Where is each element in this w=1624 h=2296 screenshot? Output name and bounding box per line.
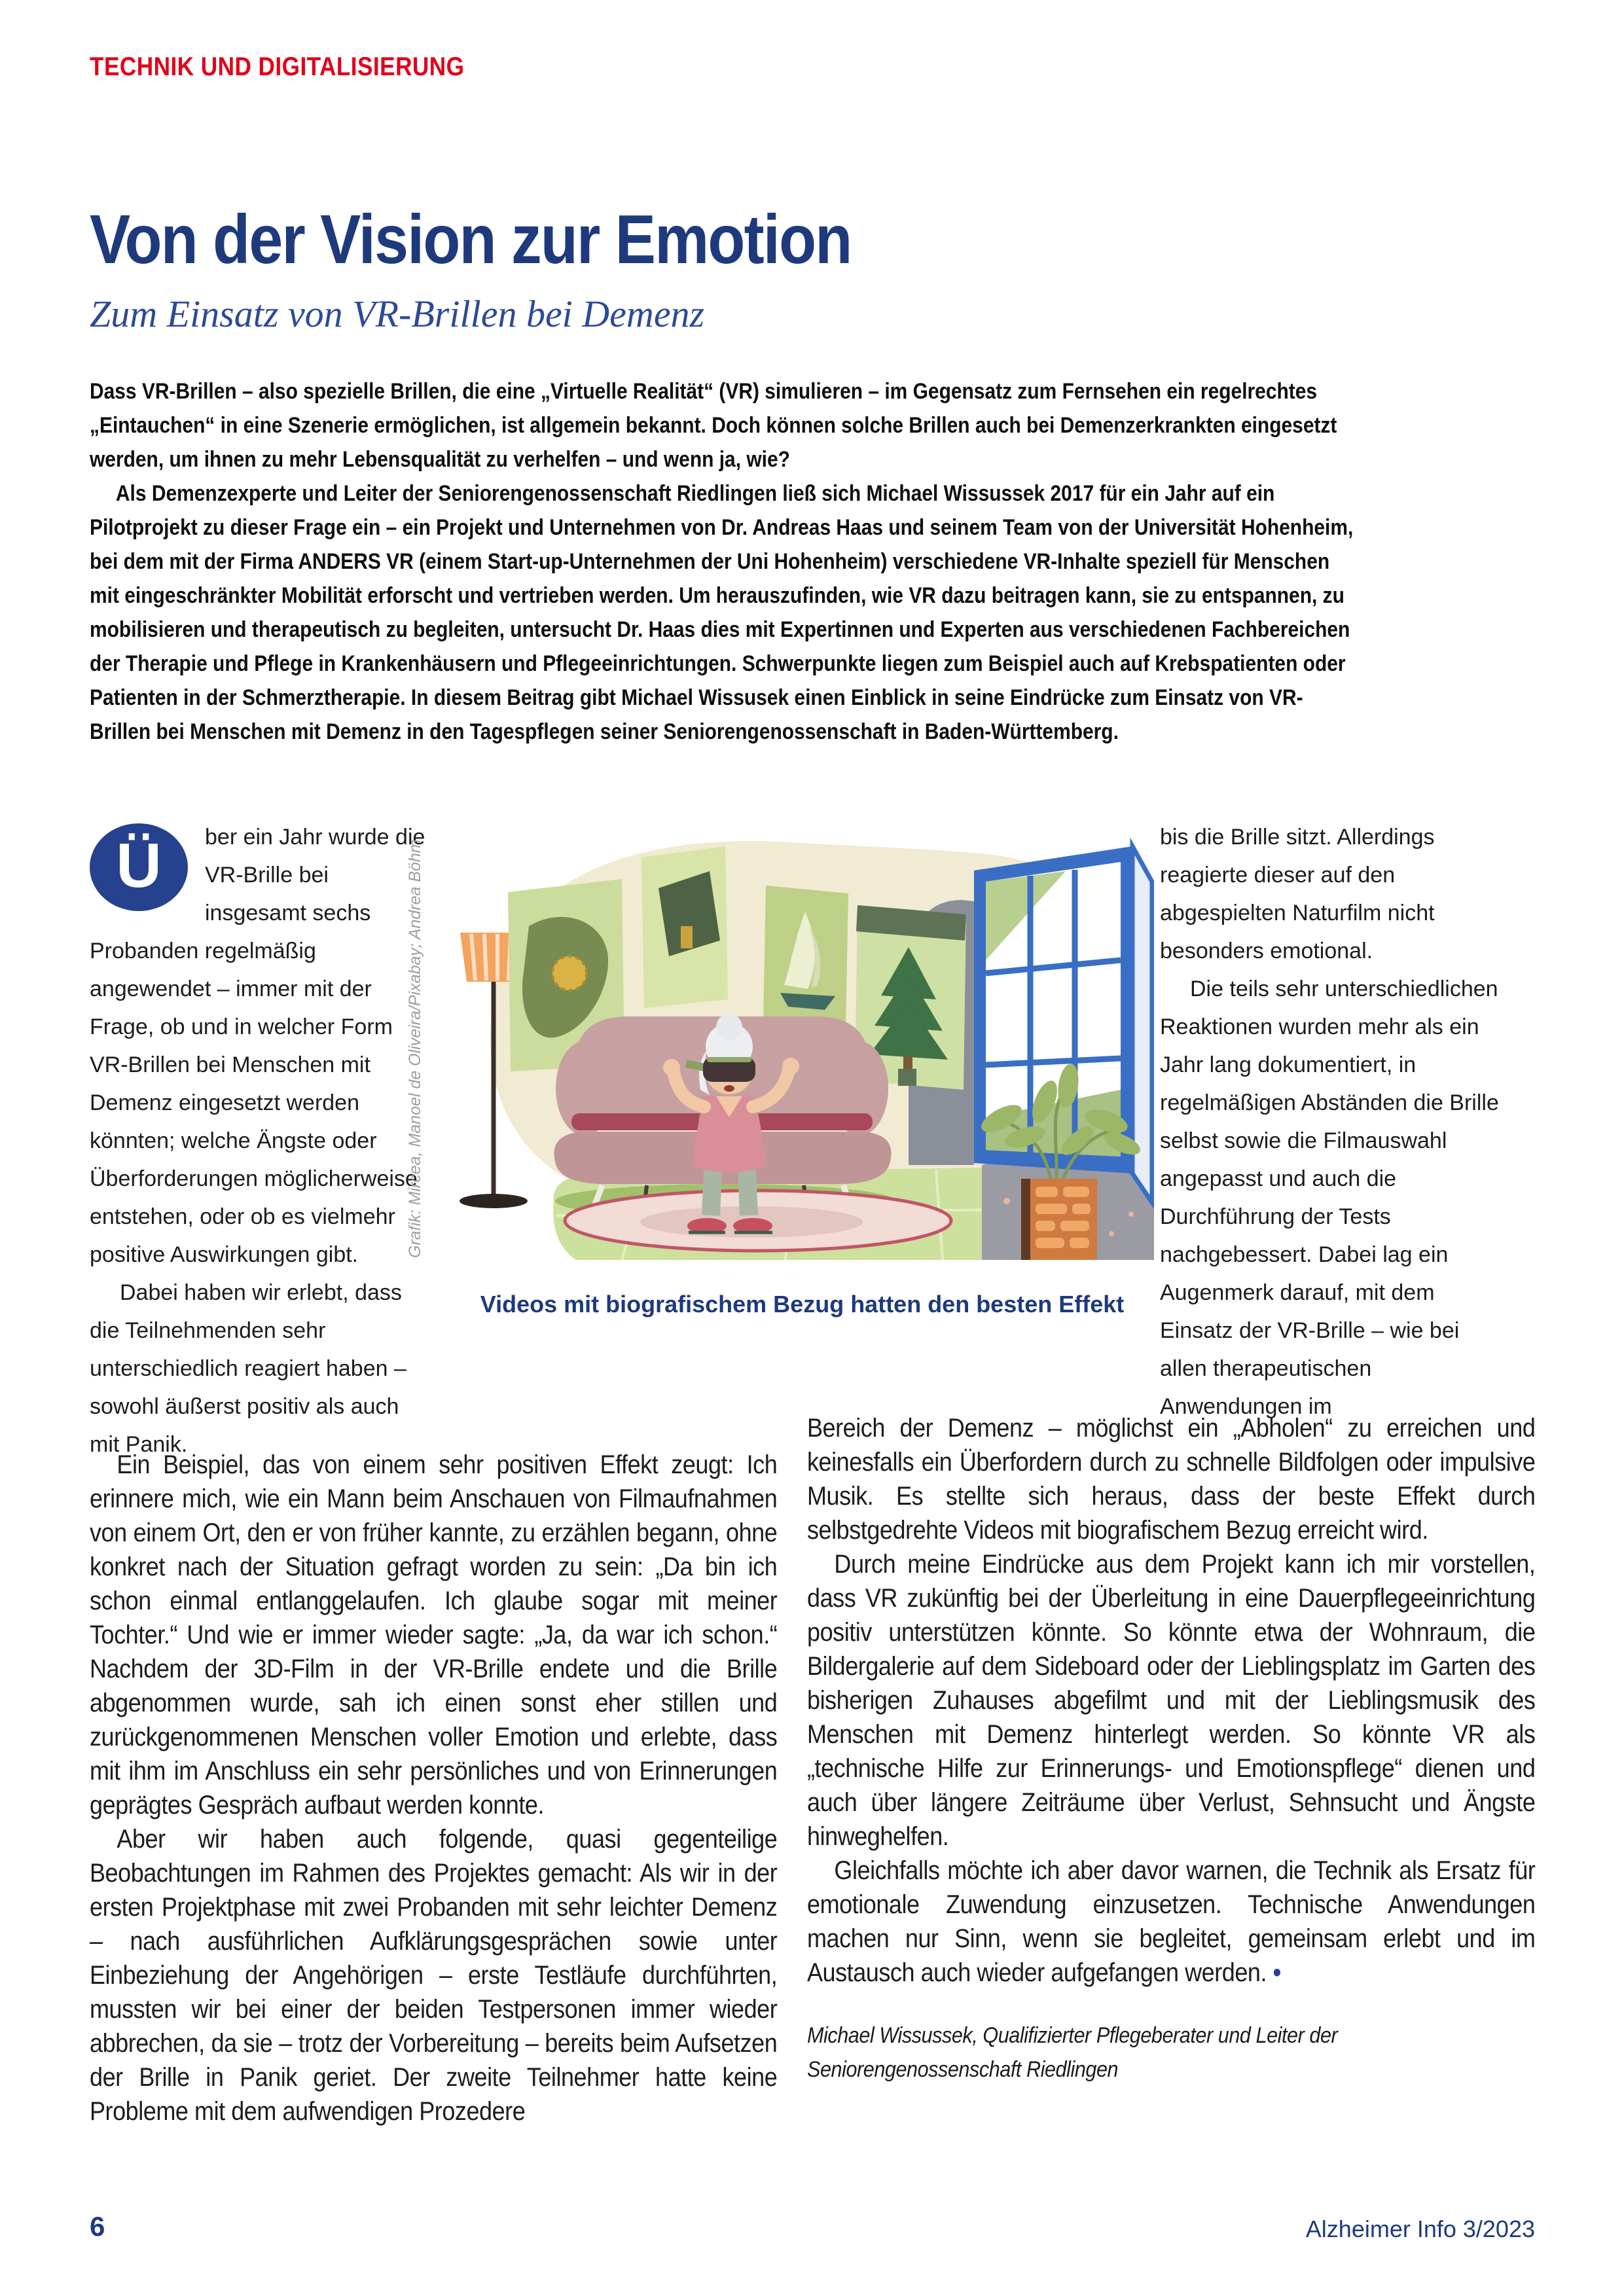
section-kicker: TECHNIK UND DIGITALISIERUNG [90, 52, 465, 81]
page-title: Von der Vision zur Emotion [90, 201, 852, 278]
image-credit: Grafik: Mircea, Manoel de Oliveira/Pixabay; Andrea Böhm [406, 839, 424, 1258]
dropcap-initial: Ü [90, 823, 188, 911]
body-paragraph: Dabei haben wir erlebt, dass die Teilnehmenden sehr unterschiedlich reagiert haben – sowohl äußerst positiv als auch mit Panik. [90, 1280, 406, 1457]
column-right-top [1160, 818, 1507, 1426]
body-paragraph: Ü ber ein Jahr wurde die VR-Brille bei insgesamt sechs Probanden regelmäßig angewendet – immer mit der Frage, ob und in welcher Form VR-Brillen bei Menschen mit Demenz eingesetzt werden könnten; welche Ängste oder Überforderungen möglicherweise entstehen, oder ob es vielmehr positive Auswirkungen gibt. [90, 825, 425, 1267]
vr-illustration [450, 808, 1154, 1260]
body-paragraph: Aber wir haben auch folgende, quasi gegenteilige Beobachtungen im Rahmen des Projektes gemacht: Als wir in der ersten Projektphase mit zwei Probanden mit sehr leichter Demenz – nach ausführlichen Aufklärungsgesprächen sowie unter Einbeziehung der Angehörigen – erste Testläufe durchführten, mussten wir bei einer der beiden Testpersonen immer wieder abbrechen, da sie – trotz der Vorbereitung – bereits beim Aufsetzen der Brille in Panik geriet. Der zweite Teilnehmer hatte keine Probleme mit dem aufwendigen Prozedere [90, 1825, 778, 2126]
intro-standfirst [90, 374, 1362, 749]
page-subtitle: Zum Einsatz von VR-Brillen bei Demenz [90, 293, 705, 335]
body-paragraph: Die teils sehr unterschiedlichen Reaktionen wurden mehr als ein Jahr lang dokumentiert, in regelmäßigen Abständen die Brille selbst sowie die Filmauswahl angepasst und auch die Durchführung der Tests nachgebessert. Dabei lag ein Augenmerk darauf, mit dem Einsatz der VR-Brille – wie bei allen therapeutischen Anwendungen im [1160, 977, 1499, 1419]
column-left-top [90, 818, 433, 1463]
page-number: 6 [90, 2211, 105, 2242]
wall-picture-sailboat [763, 886, 848, 1030]
figure-caption: Videos mit biografischem Bezug hatten den besten Effekt [480, 1291, 1125, 1318]
body-paragraph: Bereich der Demenz – möglichst ein „Abholen“ zu erreichen und keinesfalls ein Überfordern durch zu schnelle Bildfolgen oder impulsive Musik. Es stellte sich heraus, dass der beste Effekt durch selbstgedrehte Videos mit biografischem Bezug erreicht wird. [807, 1414, 1536, 1545]
intro-paragraph-2: Als Demenzexperte und Leiter der Seniorengenossenschaft Riedlingen ließ sich Michael Wissussek 2017 für ein Jahr auf ein Pilotprojekt zu dieser Frage ein – ein Projekt und Unternehmen von Dr. Andreas Haas und seinem Team von der Universität Hohenheim, bei dem mit der Firma ANDERS VR (einem Start-up-Unternehmen der Uni Hohenheim) verschiedene VR-Inhalte speziell für Menschen mit eingeschränkter Mobilität erforscht und vertrieben werden. Um herauszufinden, wie VR dazu beitragen kann, sie zu entspannen, zu mobilisieren und therapeutisch zu begleiten, untersucht Dr. Haas dies mit Expertinnen und Experten aus verschiedenen Fachbereichen der Therapie und Pflege in Krankenhäusern und Pflegeeinrichtungen. Schwerpunkte liegen zum Beispiel auch auf Krebspatienten oder Patienten in der Schmerztherapie. In diesem Beitrag gibt Michael Wissusek einen Einblick in seine Eindrücke zum Einsatz von VR-Brillen bei Menschen mit Demenz in den Tagespflegen seiner Seniorengenossenschaft in Baden-Württemberg. [90, 481, 1354, 744]
body-paragraph: Durch meine Eindrücke aus dem Projekt kann ich mir vorstellen, dass VR zukünftig bei der Überleitung in eine Dauerpflegeeinrichtung positiv unterstützen könnte. So könnte etwa der Wohnraum, die Bildergalerie auf dem Sideboard oder der Lieblingsplatz im Garten des bisherigen Zuhauses abgefilmt und mit der Lieblingsmusik des Menschen mit Demenz hinterlegt werden. So könnte VR als „technische Hilfe zur Erinnerungs- und Emotionspflege“ dienen und auch über längere Zeiträume über Verlust, Sehnsucht und Ängste hinweghelfen. [807, 1550, 1536, 1851]
body-paragraph: Ein Beispiel, das von einem sehr positiven Effekt zeugt: Ich erinnere mich, wie ein Mann beim Anschauen von Filmaufnahmen von einem Ort, den er von früher kannte, zu erzählen begann, ohne konkret nach der Situation gefragt worden zu sein: „Da bin ich schon einmal entlanggelaufen. Ich glaube sogar mit meiner Tochter.“ Und wie er immer wieder sagte: „Ja, da war ich schon.“ Nachdem der 3D-Film in der VR-Brille endete und die Brille abgenommen wurde, sah ich einen sonst eher stillen und zurückgenommenen Menschen voller Emotion und erlebte, dass mit ihm im Anschluss ein sehr persönliches und von Erinnerungen geprägtes Gespräch aufbaut werden konnte. [90, 1450, 778, 1820]
vr-illustration-figure [450, 808, 1154, 1260]
author-byline: Michael Wissussek, Qualifizierter Pflegeberater und Leiter der Seniorengenossenschaft Riedlingen [807, 2023, 1338, 2082]
body-paragraph: Gleichfalls möchte ich aber davor warnen, die Technik als Ersatz für emotionale Zuwendung einzusetzen. Technische Anwendungen machen nur Sinn, wenn sie begleitet, gemeinsam erlebt und im Austausch auch wieder aufgefangen werden. • [807, 1856, 1536, 1987]
body-paragraph: bis die Brille sitzt. Allerdings reagierte dieser auf den abgespielten Naturfilm nicht besonders emotional. [1160, 825, 1435, 963]
column-right-bottom [807, 1411, 1535, 2087]
wall-picture-house [641, 846, 728, 1008]
column-left-bottom [90, 1448, 777, 2128]
article-end-mark: • [1272, 1958, 1281, 1987]
intro-paragraph-1: Dass VR-Brillen – also spezielle Brillen, die eine „Virtuelle Realität“ (VR) simulieren – im Gegensatz zum Fernsehen ein regelrechtes „Eintauchen“ in eine Szenerie ermöglichen, ist allgemein bekannt. Doch können solche Brillen auch bei Demenzerkrankten eingesetzt werden, um ihnen zu mehr Lebensqualität zu verhelfen – und wenn ja, wie? [90, 379, 1337, 472]
issue-label: Alzheimer Info 3/2023 [1305, 2215, 1535, 2242]
